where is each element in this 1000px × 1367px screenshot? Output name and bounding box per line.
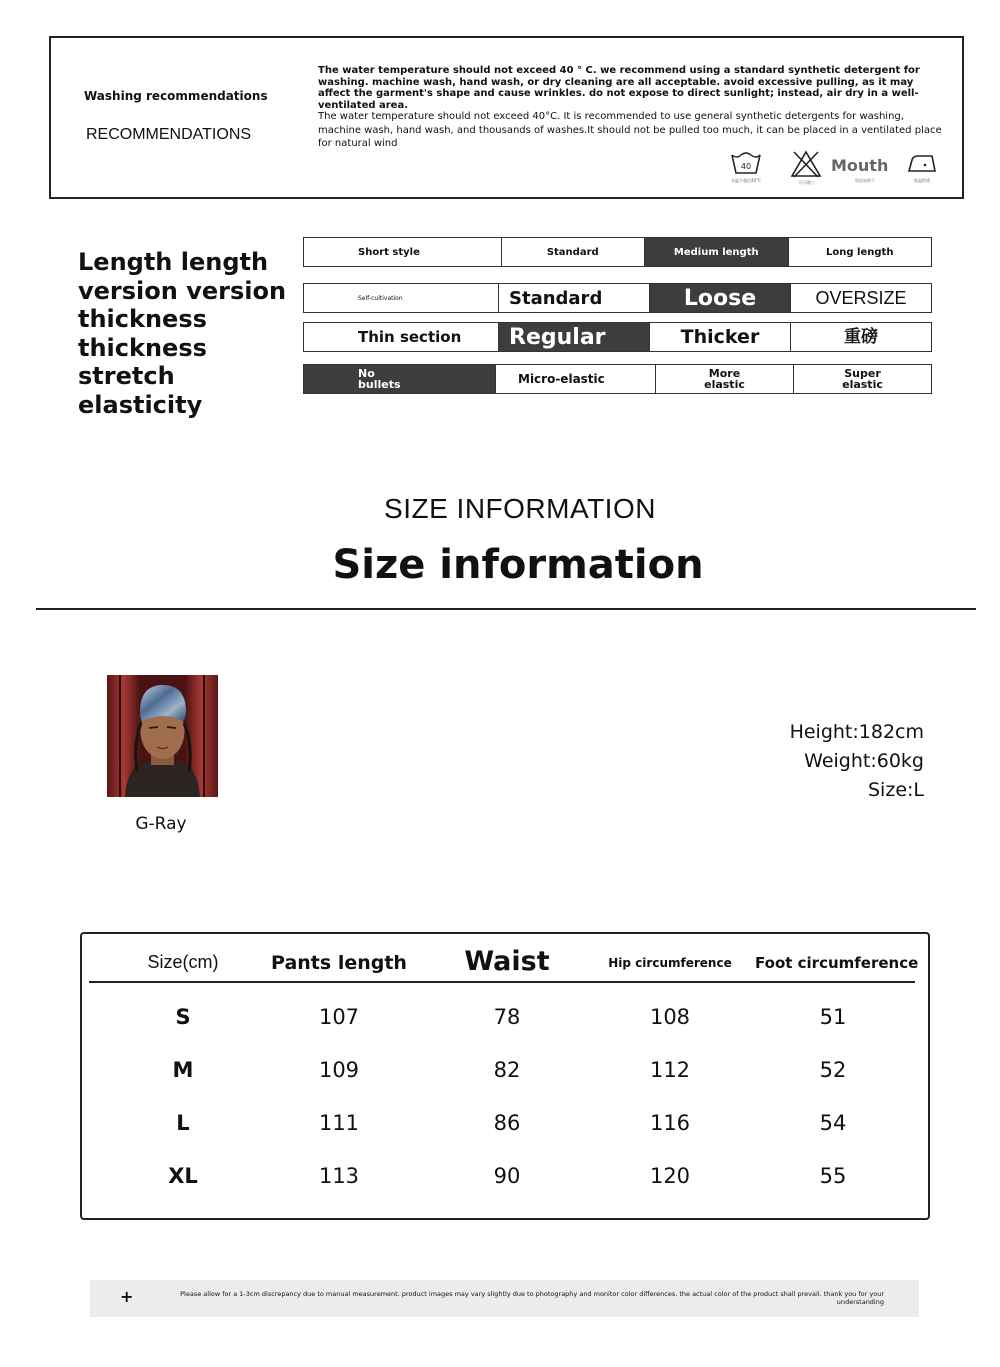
table-cell-pants-length: 111 bbox=[318, 1111, 360, 1135]
attr-cell-micro-elastic bbox=[496, 365, 656, 393]
washing-paragraph-1: The water temperature should not exceed 40 ° C. we recommend using a standard synthetic detergent for washing. machine wash, hand wash, or dry cleaning are all acceptable. avoid excessive pulling, as it may affect the garment's shape and cause wrinkles. do not expose to direct sunlight; instead, air dry in a well-ventilated area. bbox=[318, 65, 920, 111]
attr-label: Medium length bbox=[673, 246, 759, 258]
no-bleach-icon bbox=[786, 150, 826, 186]
table-cell-foot: 52 bbox=[819, 1058, 847, 1082]
table-header-foot: Foot circumference bbox=[755, 954, 919, 972]
length-row bbox=[303, 237, 932, 267]
attr-cell-regular bbox=[499, 323, 650, 351]
attr-label: Micro-elastic bbox=[518, 371, 605, 386]
attr-cell-long-length bbox=[789, 238, 932, 266]
table-cell-size: L bbox=[176, 1111, 190, 1135]
attr-label: Loose bbox=[683, 285, 757, 311]
wash-temp-label: 40 bbox=[740, 162, 752, 171]
attr-label: 重磅 bbox=[844, 326, 878, 347]
attr-label: Long length bbox=[826, 246, 894, 258]
table-cell-size: M bbox=[172, 1058, 194, 1082]
attr-label: Super elastic bbox=[842, 367, 883, 391]
divider bbox=[36, 608, 976, 610]
model-weight: Weight:60kg bbox=[804, 750, 924, 772]
table-divider bbox=[89, 981, 915, 983]
attr-cell-medium-length bbox=[645, 238, 789, 266]
iron-icon bbox=[902, 150, 942, 184]
model-size: Size:L bbox=[868, 779, 924, 801]
table-cell-waist: 78 bbox=[493, 1005, 521, 1029]
attr-label: More elastic bbox=[704, 367, 745, 391]
size-info-title-en: SIZE INFORMATION bbox=[384, 493, 656, 524]
table-cell-pants-length: 109 bbox=[318, 1058, 360, 1082]
washing-paragraph-2: The water temperature should not exceed 40°C. It is recommended to use general synthetic detergents for washing, machine wash, hand wash, and thousands of washes.It should not be pulled too much, it can be placed in a ventilated place for natural wind bbox=[318, 111, 942, 149]
no-bleach-caption: 不可漂白 bbox=[798, 180, 814, 185]
attr-label: Standard bbox=[509, 287, 603, 309]
attr-label: OVERSIZE bbox=[815, 287, 907, 308]
wash-caption: 水温不超过40°C bbox=[731, 178, 761, 183]
attr-cell-thin-section bbox=[304, 323, 499, 351]
table-header-size: Size(cm) bbox=[147, 952, 219, 972]
model-stats bbox=[700, 718, 924, 805]
attr-label: No bullets bbox=[358, 367, 401, 391]
size-info-title: Size information bbox=[332, 542, 704, 588]
mouth-caption: 阴凉处晾干 bbox=[855, 178, 875, 183]
table-header-hip: Hip circumference bbox=[608, 956, 732, 970]
model-height: Height:182cm bbox=[789, 721, 924, 743]
table-header-pants-length: Pants length bbox=[271, 952, 407, 974]
attr-cell-short-style bbox=[304, 238, 502, 266]
attr-cell-self-cultivation bbox=[304, 284, 499, 312]
table-cell-hip: 112 bbox=[649, 1058, 691, 1082]
note-text: Please allow for a 1-3cm discrepancy due to manual measurement. product images may vary slightly due to photography and monitor color differences. the actual color of the product shall prevail. thank you for your understanding bbox=[180, 1290, 884, 1306]
model-photo bbox=[107, 675, 218, 797]
mouth-caption-wrap bbox=[845, 176, 885, 184]
attr-cell-loose bbox=[650, 284, 791, 312]
plus-icon: + bbox=[120, 1287, 134, 1306]
elasticity-row bbox=[303, 364, 932, 394]
attr-cell-super-elastic bbox=[794, 365, 931, 393]
table-cell-foot: 55 bbox=[819, 1164, 847, 1188]
attr-label: Self-cultivation bbox=[358, 294, 403, 302]
attr-cell-thicker bbox=[650, 323, 791, 351]
attr-label: Thicker bbox=[680, 325, 760, 348]
table-cell-hip: 116 bbox=[649, 1111, 691, 1135]
table-cell-pants-length: 113 bbox=[318, 1164, 360, 1188]
table-cell-waist: 82 bbox=[493, 1058, 521, 1082]
attr-label: Regular bbox=[509, 324, 606, 350]
attr-label: Short style bbox=[358, 246, 420, 258]
table-cell-hip: 108 bbox=[649, 1005, 691, 1029]
table-cell-waist: 90 bbox=[493, 1164, 521, 1188]
mouth-icon: Mouth bbox=[831, 156, 889, 175]
thickness-row bbox=[303, 322, 932, 352]
model-name: G-Ray bbox=[135, 814, 187, 834]
table-cell-size: S bbox=[175, 1005, 191, 1029]
table-cell-foot: 51 bbox=[819, 1005, 847, 1029]
table-cell-pants-length: 107 bbox=[318, 1005, 360, 1029]
table-cell-size: XL bbox=[168, 1164, 198, 1188]
attr-cell-more-elastic bbox=[656, 365, 794, 393]
table-cell-hip: 120 bbox=[649, 1164, 691, 1188]
attr-label: Thin section bbox=[358, 327, 462, 346]
washing-title: Washing recommendations bbox=[84, 89, 268, 103]
table-cell-waist: 86 bbox=[493, 1111, 521, 1135]
table-header-waist: Waist bbox=[464, 946, 550, 977]
attr-cell-heavyweight bbox=[791, 323, 931, 351]
attr-cell-no-bullets bbox=[304, 365, 496, 393]
version-row bbox=[303, 283, 932, 313]
washing-subtitle: RECOMMENDATIONS bbox=[86, 126, 252, 143]
attr-cell-standard bbox=[502, 238, 646, 266]
wash-40-icon bbox=[726, 150, 766, 184]
attr-cell-standard bbox=[499, 284, 650, 312]
attr-label: Standard bbox=[546, 246, 599, 258]
table-cell-foot: 54 bbox=[819, 1111, 847, 1135]
attr-cell-oversize bbox=[791, 284, 931, 312]
iron-caption: 低温熨烫 bbox=[914, 178, 930, 183]
attributes-heading: Length length version version thickness thickness stretch elasticity bbox=[78, 248, 287, 419]
